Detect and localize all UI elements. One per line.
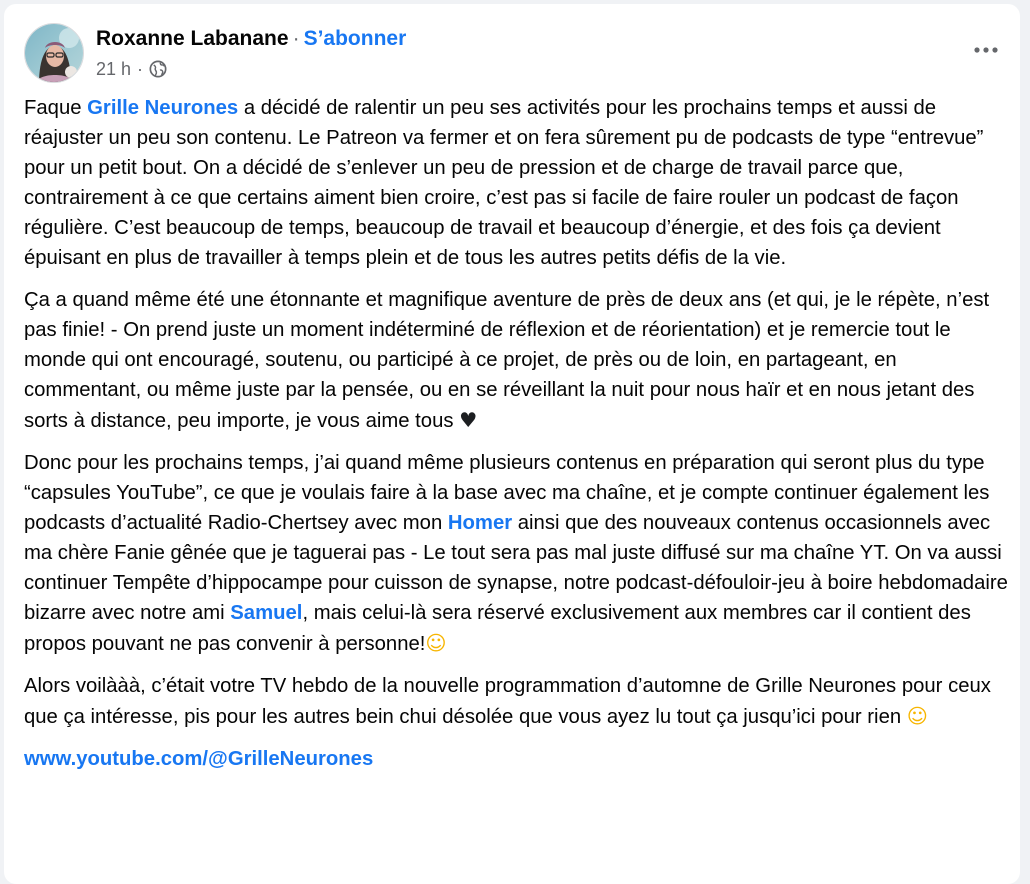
follow-button[interactable]: S’abonner <box>303 27 407 50</box>
paragraph-text: Ça a quand même été une étonnante et magnifique aventure de près de deux ans (et qui, je le répète, n’est pas finie! - On prend juste un moment indéterminé de réflexion et de réorientation) et je remercie tout le monde qui ont encouragé, soutenu, ou participé à ce projet, de près ou de loin, en partageant, en commentant, ou même juste par la pensée, ou en se réveillant la nuit pour nous haïr et en nous jetant des sorts à distance, peu importe, je vous aime tous <box>24 289 990 432</box>
post-paragraph-2 <box>24 285 1009 436</box>
author-avatar[interactable] <box>24 23 84 83</box>
mention-homer[interactable]: Homer <box>447 512 513 534</box>
youtube-link[interactable]: www.youtube.com/@GrilleNeurones <box>24 748 374 770</box>
paragraph-text: Faque <box>24 97 88 119</box>
paragraph-text: Donc pour les prochains temps, j’ai quand même plusieurs contenus en préparation qui seront plus du type “capsules YouTube”, ce que je voulais faire à la base avec ma chaîne, et je compte continuer également les podcasts d’actualité Radio-Chertsey avec mon <box>24 452 990 534</box>
more-horizontal-icon <box>973 46 999 54</box>
post-timestamp[interactable]: 21 h <box>96 59 132 79</box>
meta-separator: · <box>137 59 144 79</box>
post-paragraph-1 <box>24 93 1009 273</box>
post-paragraph-4 <box>24 671 1009 732</box>
squinting-tongue-emoji: ☺ <box>906 704 928 728</box>
globe-icon[interactable] <box>149 60 167 78</box>
more-options-button[interactable] <box>968 32 1004 68</box>
mention-grille-neurones[interactable]: Grille Neurones <box>87 97 239 119</box>
post-meta <box>96 58 167 80</box>
post-body <box>24 93 1009 786</box>
author-name[interactable]: Roxanne Labanane <box>96 27 289 50</box>
paragraph-text: , mais celui-là sera réservé exclusivement aux membres car il contient des propos pouvant ne pas convenir à personne! <box>24 602 971 655</box>
post-link-paragraph <box>24 744 1009 774</box>
paragraph-text: ainsi que des nouveaux contenus occasionnels avec ma chère Fanie gênée que je taguerai pas - Le tout sera pas mal juste diffusé sur ma chaîne YT. On va aussi continuer Tempête d’hippocampe pour cuisson de synapse, notre podcast-défouloir-jeu à boire hebdomadaire bizarre avec notre ami <box>24 512 1008 624</box>
paragraph-text: a décidé de ralentir un peu ses activités pour les prochains temps et aussi de réajuster un peu son contenu. Le Patreon va fermer et on fera sûrement pu de podcasts de type “entrevue” pour un petit bout. On a décidé de s’enlever un peu de pression et de charge de travail parce que, contrairement à ce que certains aiment bien croire, c’est pas si facile de faire rouler un podcast de façon régulière. C’est beaucoup de temps, beaucoup de travail et beaucoup d’énergie, et des fois ça devient épuisant en plus de travailler à temps plein et de tous les autres petits défis de la vie. <box>24 97 984 269</box>
mention-samuel[interactable]: Samuel <box>230 602 303 624</box>
post-header-title <box>96 26 406 52</box>
black-heart-emoji: ♥ <box>459 408 478 432</box>
exploding-head-emoji: ☺ <box>425 631 447 655</box>
post-card <box>4 4 1020 884</box>
header-separator: · <box>292 27 300 50</box>
post-paragraph-3 <box>24 448 1009 659</box>
paragraph-text: Alors voilààà, c’était votre TV hebdo de la nouvelle programmation d’automne de Grille Neurones pour ceux que ça intéresse, pis pour les autres bein chui désolée que vous ayez lu tout ça jusqu’ici pour rien <box>24 675 991 728</box>
avatar-image <box>25 24 84 83</box>
